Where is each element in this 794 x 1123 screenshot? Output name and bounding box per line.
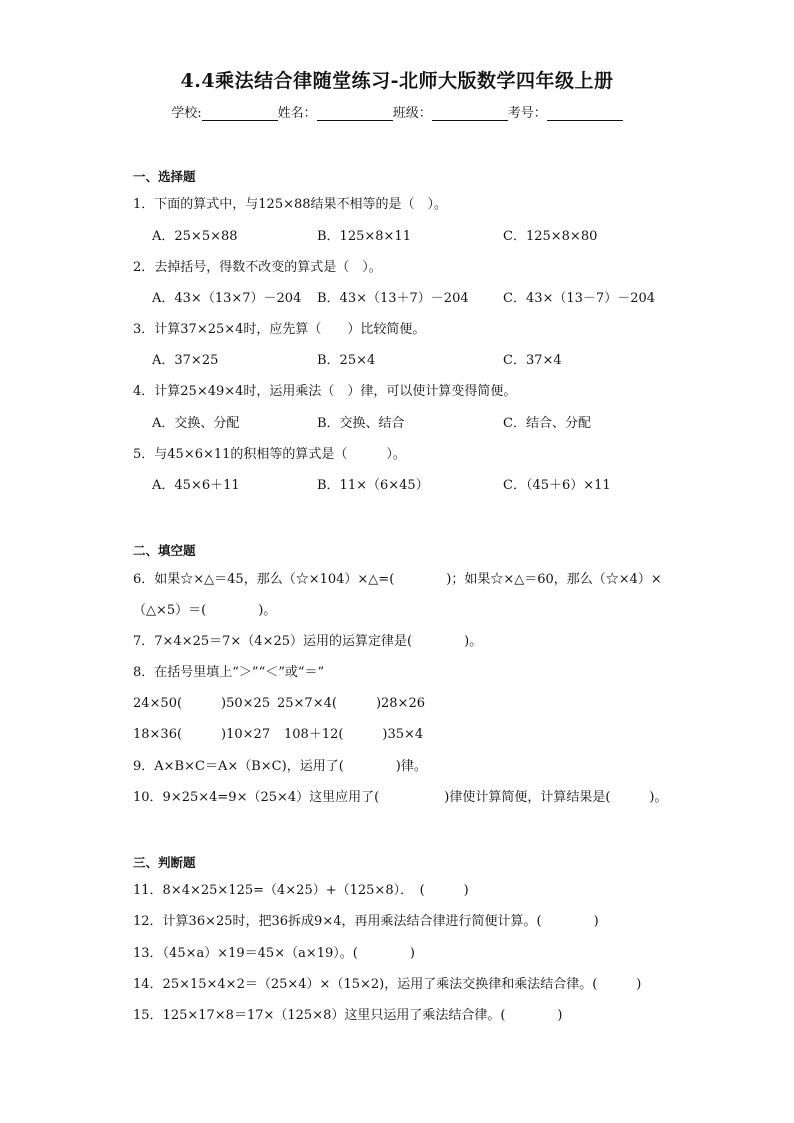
class-label: 班级： (392, 106, 432, 121)
question-6: 6．如果☆×△＝45，那么（☆×104）×△=( )；如果☆×△＝60，那么（☆×4）× (133, 572, 662, 587)
q1-option-a: A．25×5×88 (152, 229, 238, 244)
question-7: 7．7×4×25＝7×（4×25）运用的运算定律是( )。 (133, 634, 483, 649)
q1-option-b: B．125×8×11 (317, 229, 411, 244)
question-6-continued: （△×5）＝( )。 (133, 603, 277, 618)
q8-item-3: 18×36( )10×27 (133, 727, 271, 742)
number-blank (547, 106, 623, 121)
question-9: 9．A×B×C＝A×（B×C)，运用了( )律。 (133, 759, 427, 774)
question-12: 12．计算36×25时，把36拆成9×4，再用乘法结合律进行简便计算。( ) (133, 914, 599, 929)
q2-option-c: C．43×（13－7）－204 (503, 291, 656, 306)
q1-option-c: C．125×8×80 (503, 229, 598, 244)
q3-option-a: A．37×25 (152, 353, 219, 368)
q8-item-4: 108＋12( )35×4 (284, 727, 424, 742)
q4-option-c: C．结合、分配 (503, 416, 591, 431)
q8-item-1: 24×50( )50×25 (133, 696, 271, 711)
q3-option-b: B．25×4 (317, 353, 376, 368)
section-heading-choice: 一、选择题 (133, 169, 196, 184)
section-heading-fill: 二、填空题 (133, 543, 196, 558)
name-label: 姓名： (277, 106, 317, 121)
question-10: 10．9×25×4=9×（25×4）这里应用了( )律使计算简便，计算结果是( )。 (133, 790, 668, 805)
class-blank (432, 106, 508, 121)
q2-option-a: A．43×（13×7）－204 (152, 291, 302, 306)
name-blank (317, 106, 393, 121)
number-label: 考号： (507, 106, 547, 121)
school-label: 学校: (171, 106, 202, 121)
q5-option-a: A．45×6＋11 (152, 478, 240, 493)
question-2: 2．去掉括号，得数不改变的算式是（ ）。 (133, 260, 382, 275)
question-3: 3．计算37×25×4时，应先算（ ）比较简便。 (133, 322, 426, 337)
q3-option-c: C．37×4 (503, 353, 562, 368)
question-1: 1．下面的算式中，与125×88结果不相等的是（ ）。 (133, 197, 448, 212)
question-8: 8．在括号里填上“＞”“＜”或“＝” (133, 665, 325, 680)
question-14: 14．25×15×4×2＝（25×4）×（15×2)，运用了乘法交换律和乘法结合律。( ) (133, 977, 642, 992)
student-info-row (0, 102, 794, 121)
q5-option-c: C．（45＋6）×11 (503, 478, 611, 493)
q4-option-a: A．交换、分配 (152, 416, 240, 431)
q4-option-b: B．交换、结合 (317, 416, 405, 431)
q5-option-b: B．11×（6×45） (317, 478, 429, 493)
page-title: 4.4乘法结合律随堂练习-北师大版数学四年级上册 (180, 70, 614, 92)
school-blank (202, 106, 278, 121)
section-heading-judge: 三、判断题 (133, 855, 196, 870)
question-13: 13．（45×a）×19＝45×（a×19）。( ) (133, 946, 415, 961)
question-5: 5．与45×6×11的积相等的算式是（ ）。 (133, 447, 406, 462)
question-4: 4．计算25×49×4时，运用乘法（ ）律，可以使计算变得简便。 (133, 384, 517, 399)
q8-item-2: 25×7×4( )28×26 (277, 696, 425, 711)
question-15: 15．125×17×8＝17×（125×8）这里只运用了乘法结合律。( ) (133, 1008, 563, 1023)
question-11: 11．8×4×25×125=（4×25）+（125×8）． ( ) (133, 883, 469, 898)
q2-option-b: B．43×（13＋7）－204 (317, 291, 469, 306)
